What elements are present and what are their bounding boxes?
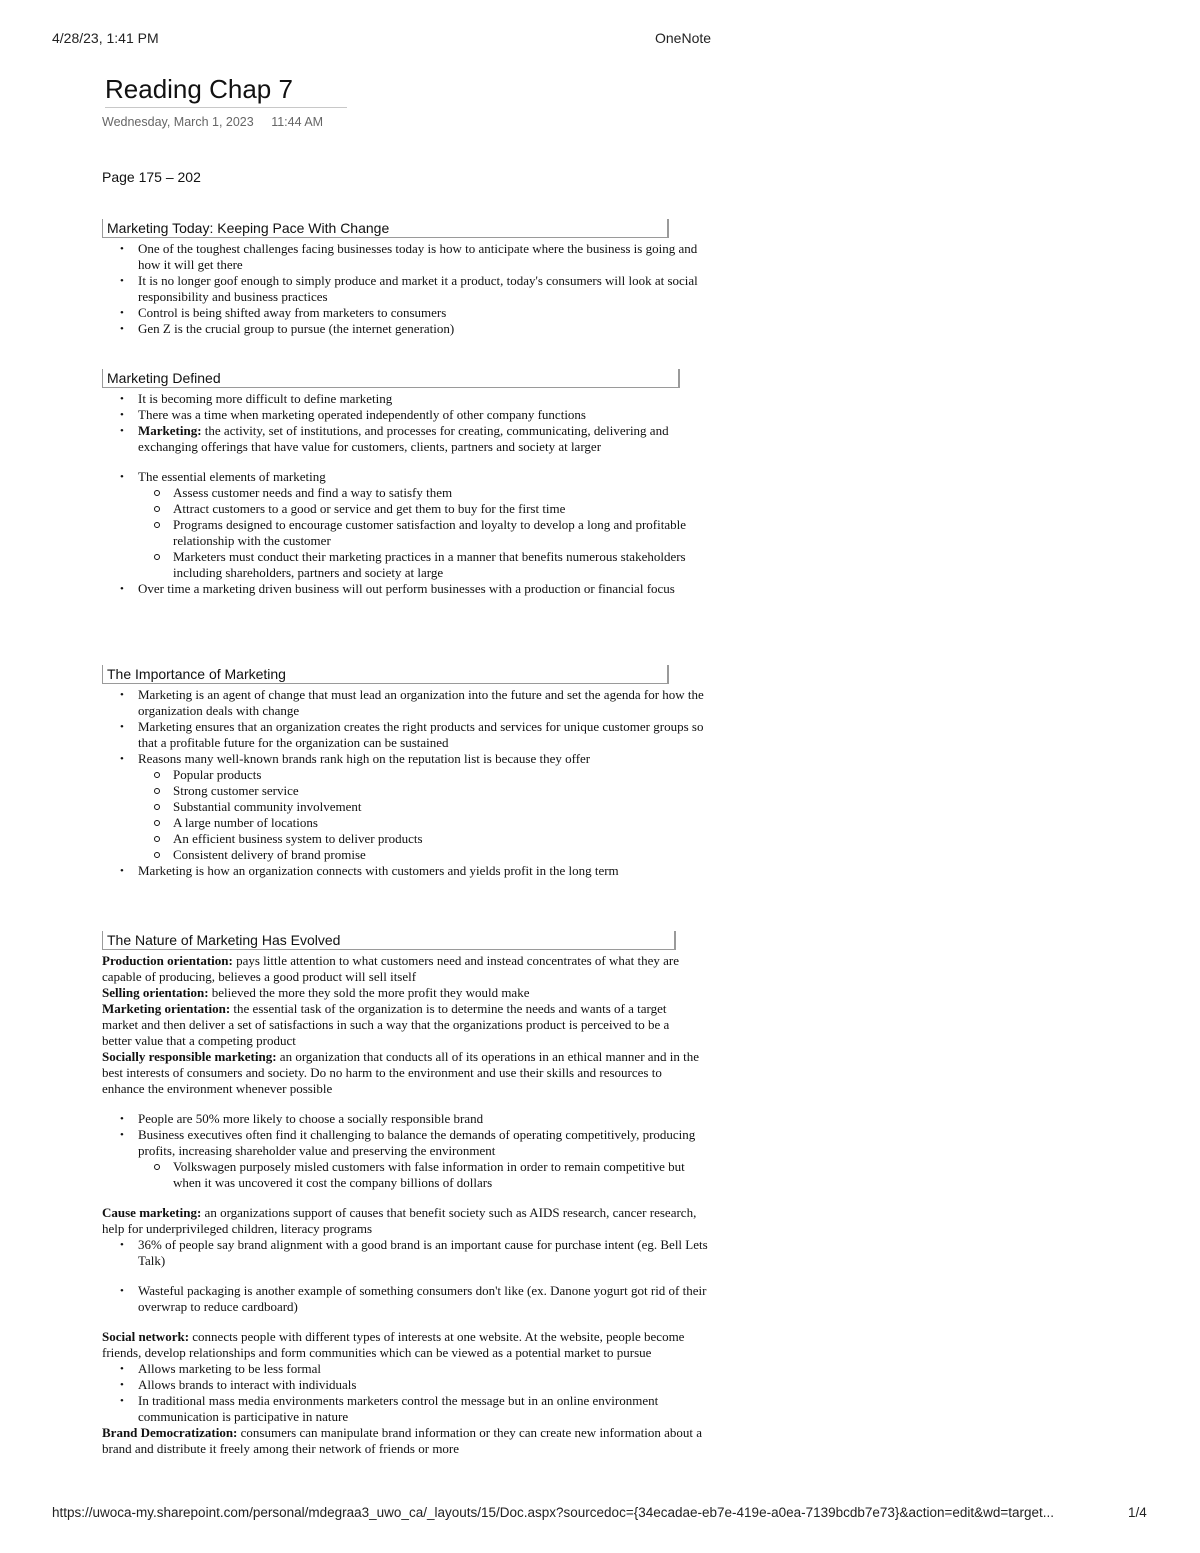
list-item: • 36% of people say brand alignment with a good brand is an important cause for purchase intent (eg. Bell Lets Talk) bbox=[102, 1237, 708, 1269]
sub-list-item: Programs designed to encourage customer satisfaction and loyalty to develop a long and profitable relationship with the customer bbox=[138, 517, 708, 549]
term-bold: Social network: bbox=[102, 1329, 190, 1344]
sub-list-item: A large number of locations bbox=[138, 815, 708, 831]
list-item: • Business executives often find it challenging to balance the demands of operating competitively, producing profits, increasing shareholder value and preserving the environment bbox=[102, 1127, 708, 1159]
term-bold: Marketing: bbox=[138, 423, 202, 438]
definition-block bbox=[102, 953, 702, 1097]
bullet-list bbox=[102, 1111, 708, 1159]
term-definition: an organizations support of causes that benefit society such as AIDS research, cancer research, help for underprivileged children, literacy programs bbox=[102, 1205, 697, 1236]
section-importance-of-marketing bbox=[102, 665, 708, 879]
list-item: • Marketing is an agent of change that must lead an organization into the future and set the agenda for how the organization deals with change bbox=[102, 687, 708, 719]
definition-social-network bbox=[102, 1329, 702, 1361]
term-definition: pays little attention to what customers need and instead concentrates of what they are capable of producing, believes a good product will sell itself bbox=[102, 953, 680, 984]
definition-selling bbox=[102, 985, 702, 1001]
term-bold: Marketing orientation: bbox=[102, 1001, 231, 1016]
sub-list-item: Popular products bbox=[138, 767, 708, 783]
sub-list-item: Substantial community involvement bbox=[138, 799, 708, 815]
list-item: • Over time a marketing driven business will out perform businesses with a production or financial focus bbox=[102, 581, 708, 597]
term-bold: Selling orientation: bbox=[102, 985, 209, 1000]
list-item: • Control is being shifted away from marketers to consumers bbox=[102, 305, 708, 321]
list-item bbox=[102, 469, 708, 485]
bullet-list bbox=[102, 1237, 708, 1269]
term-definition: the essential task of the organization is to determine the needs and wants of a target market and then deliver a set of satisfactions in such a way that the organizations product is perceived to be a better value that a competing product bbox=[102, 1001, 670, 1048]
page-number: 1/4 bbox=[1128, 1505, 1147, 1520]
section-marketing-today bbox=[102, 219, 708, 337]
term-definition: connects people with different types of interests at one website. At the website, people become friends, develop relationships and form communities which can be viewed as a potential market to pursue bbox=[102, 1329, 685, 1360]
sub-list-item: Consistent delivery of brand promise bbox=[138, 847, 708, 863]
list-item: • Marketing ensures that an organization creates the right products and services for unique customer groups so that a profitable future for the organization can be sustained bbox=[102, 719, 708, 751]
page-title: Reading Chap 7 bbox=[105, 74, 347, 108]
list-item: • There was a time when marketing operated independently of other company functions bbox=[102, 407, 708, 423]
list-item: • One of the toughest challenges facing businesses today is how to anticipate where the business is going and how it will get there bbox=[102, 241, 708, 273]
list-item: • Marketing is how an organization connects with customers and yields profit in the long term bbox=[102, 863, 708, 879]
print-datetime: 4/28/23, 1:41 PM bbox=[52, 30, 159, 46]
bullet-list bbox=[102, 1283, 708, 1315]
sub-list-item: An efficient business system to deliver products bbox=[138, 831, 708, 847]
sub-list-item: Attract customers to a good or service and get them to buy for the first time bbox=[138, 501, 708, 517]
list-item: • Allows brands to interact with individuals bbox=[102, 1377, 708, 1393]
definition-socially-responsible bbox=[102, 1049, 702, 1097]
definition-cause-marketing bbox=[102, 1205, 702, 1237]
bullet-list bbox=[102, 241, 708, 337]
term-definition: an organization that conducts all of its operations in an ethical manner and in the best interests of consumers and society. Do no harm to the environment and use their skills and resources to enhance the environment whenever possible bbox=[102, 1049, 700, 1096]
note-time: 11:44 AM bbox=[271, 115, 324, 129]
list-item: • Allows marketing to be less formal bbox=[102, 1361, 708, 1377]
section-nature-of-marketing bbox=[102, 931, 708, 1457]
term-bold: Cause marketing: bbox=[102, 1205, 202, 1220]
bullet-list bbox=[102, 687, 708, 767]
sub-bullet-list bbox=[138, 485, 708, 581]
list-item: • It is becoming more difficult to define marketing bbox=[102, 391, 708, 407]
bullet-list bbox=[102, 863, 708, 879]
list-item: • It is no longer goof enough to simply produce and market it a product, today's consumers will look at social responsibility and business practices bbox=[102, 273, 708, 305]
list-item: • Reasons many well-known brands rank high on the reputation list is because they offer bbox=[102, 751, 708, 767]
bullet-list bbox=[102, 469, 708, 485]
definition-brand-democratization bbox=[102, 1425, 702, 1457]
note-date: Wednesday, March 1, 2023 bbox=[102, 115, 254, 129]
bullet-list bbox=[102, 581, 708, 597]
term-definition: believed the more they sold the more profit they would make bbox=[208, 985, 530, 1000]
bullet-list bbox=[102, 1361, 708, 1425]
list-item: • Gen Z is the crucial group to pursue (the internet generation) bbox=[102, 321, 708, 337]
definition-production bbox=[102, 953, 702, 985]
bullet-list bbox=[102, 391, 708, 455]
section-heading: The Importance of Marketing bbox=[102, 665, 669, 684]
section-heading: The Nature of Marketing Has Evolved bbox=[102, 931, 676, 950]
section-heading: Marketing Defined bbox=[102, 369, 680, 388]
list-item: • People are 50% more likely to choose a socially responsible brand bbox=[102, 1111, 708, 1127]
list-item-label: • The essential elements of marketing bbox=[138, 469, 326, 484]
note-timestamp bbox=[102, 115, 323, 129]
term-bold: Socially responsible marketing: bbox=[102, 1049, 277, 1064]
term-bold: Brand Democratization: bbox=[102, 1425, 238, 1440]
sub-list-item: Marketers must conduct their marketing practices in a manner that benefits numerous stakeholders including shareholders, partners and society at large bbox=[138, 549, 708, 581]
term-bold: Production orientation: bbox=[102, 953, 233, 968]
sub-bullet-list bbox=[138, 1159, 708, 1191]
sub-list-item: Strong customer service bbox=[138, 783, 708, 799]
definition-marketing bbox=[102, 1001, 702, 1049]
list-item bbox=[102, 423, 708, 455]
print-app-name: OneNote bbox=[655, 30, 712, 46]
sub-bullet-list bbox=[138, 767, 708, 863]
sub-list-item: Assess customer needs and find a way to satisfy them bbox=[138, 485, 708, 501]
list-item: • Wasteful packaging is another example of something consumers don't like (ex. Danone yogurt got rid of their overwrap to reduce cardboard) bbox=[102, 1283, 708, 1315]
page-range: Page 175 – 202 bbox=[102, 169, 201, 185]
list-item: • In traditional mass media environments marketers control the message but in an online environment communication is participative in nature bbox=[102, 1393, 708, 1425]
term-definition: consumers can manipulate brand information or they can create new information about a brand and distribute it freely among their network of friends or more bbox=[102, 1425, 702, 1456]
section-marketing-defined bbox=[102, 369, 708, 597]
sub-list-item: Volkswagen purposely misled customers with false information in order to remain competitive but when it was uncovered it cost the company billions of dollars bbox=[138, 1159, 708, 1191]
source-url: https://uwoca-my.sharepoint.com/personal/mdegraa3_uwo_ca/_layouts/15/Doc.aspx?sourcedoc={34ecadae-eb7e-419e-a0ea-7139bcdb7e73}&action=edit&wd=target... bbox=[52, 1505, 1055, 1520]
section-heading: Marketing Today: Keeping Pace With Change bbox=[102, 219, 669, 238]
term-definition: the activity, set of institutions, and processes for creating, communicating, delivering and exchanging offerings that have value for customers, clients, partners and society at larger bbox=[138, 423, 669, 454]
